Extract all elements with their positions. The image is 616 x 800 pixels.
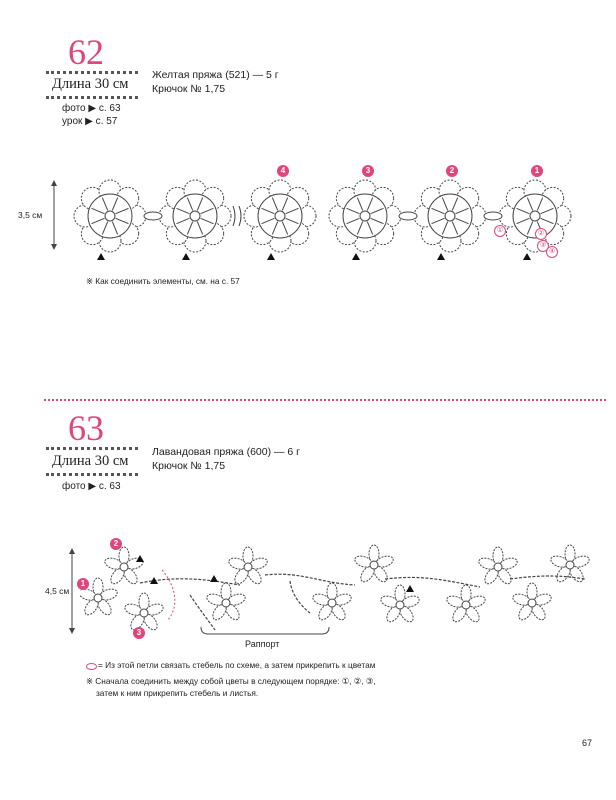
legend-note: = Из этой петли связать стебель по схеме, а затем прикрепить к цветам [98,660,376,670]
order-note-line-1: ※ Сначала соединить между собой цветы в следующем порядке: ①, ②, ③, [86,676,376,686]
repeat-label: Раппорт [245,639,280,649]
lace-motif [414,180,486,252]
pattern-62-yarn: Желтая пряжа (521) — 5 г [152,69,279,81]
start-marker [406,585,414,592]
start-marker [210,575,218,582]
pattern-62-lesson-ref: урок ▶ с. 57 [62,116,118,127]
flower-badge-2: 2 [110,538,122,550]
lace-motif [244,180,316,252]
pattern-62-height-dimension [44,180,64,250]
motif-badge-3: 3 [362,165,374,177]
crochet-flower [227,547,268,586]
crochet-flower [311,583,352,622]
start-marker [523,253,531,260]
pattern-62-photo-ref: фото ▶ с. 63 [62,103,121,114]
crochet-flower [379,585,420,624]
crochet-flower [445,585,486,624]
join-order-1: ① [494,225,506,237]
pattern-63-flower-diagram [80,535,590,645]
motif-badge-1: 1 [531,165,543,177]
join-order-4: ④ [546,246,558,258]
lace-motif [74,180,146,252]
chain-loop-icon [86,663,97,670]
start-marker [182,253,190,260]
pattern-63-hook: Крючок № 1,75 [152,460,226,472]
stem-start-loop [162,570,175,620]
break-mark [233,206,241,226]
pattern-63-length: Длина 30 см [52,453,129,469]
header-dots-bottom [46,96,138,99]
pattern-62-length: Длина 30 см [52,76,129,92]
lace-motif [329,180,401,252]
flower-badge-1: 1 [77,578,89,590]
start-marker [437,253,445,260]
chain-link [399,212,417,220]
crochet-flower [511,583,552,622]
chain-link [144,212,162,220]
order-note-line-2: затем к ним прикрепить стебель и листья. [96,688,259,698]
crochet-flower [353,545,394,584]
pattern-63-height-label: 4,5 см [45,586,70,596]
pattern-62-height-label: 3,5 см [18,210,43,220]
pattern-62-number: 62 [68,32,104,72]
lace-motif [159,180,231,252]
flower-badge-3: 3 [133,627,145,639]
chain-link [484,212,502,220]
header-dots-top [46,447,138,450]
stem [265,574,355,585]
join-order-2: ② [535,228,547,240]
motif-badge-2: 2 [446,165,458,177]
pattern-63-yarn: Лавандовая пряжа (600) — 6 г [152,446,301,458]
header-dots-top [46,71,138,74]
pattern-62-note: ※ Как соединить элементы, см. на с. 57 [86,276,240,286]
pattern-62-hook: Крючок № 1,75 [152,83,226,95]
start-marker [267,253,275,260]
lace-motif [499,180,571,252]
crochet-flower [205,583,246,622]
repeat-bracket [200,626,330,638]
section-separator [44,399,606,401]
header-dots-bottom [46,473,138,476]
join-order-3: ③ [537,240,549,252]
crochet-flower [123,593,164,632]
crochet-flower [103,547,144,586]
motif-badge-4: 4 [277,165,289,177]
start-marker [97,253,105,260]
pattern-63-photo-ref: фото ▶ с. 63 [62,481,121,492]
pattern-63-number: 63 [68,408,104,448]
page-number: 67 [582,738,593,748]
crochet-flower [477,547,518,586]
stem [290,581,310,613]
pattern-62-lace-diagram [68,172,608,262]
start-marker [352,253,360,260]
